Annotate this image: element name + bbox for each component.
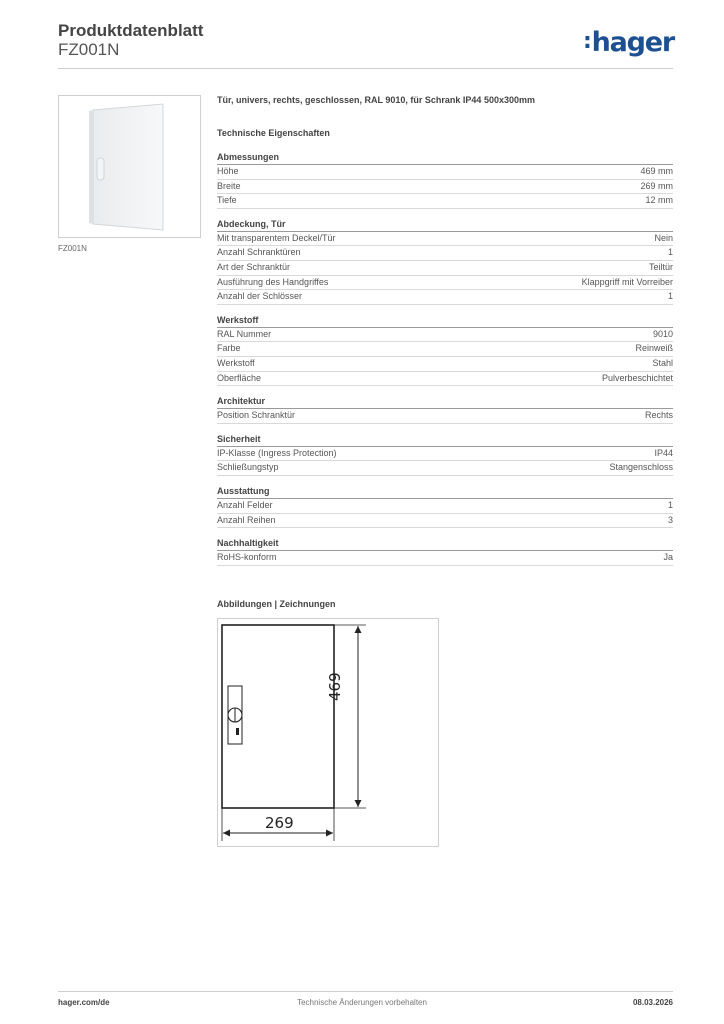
spec-section (217, 433, 673, 476)
spec-section (217, 218, 673, 305)
spec-row (217, 372, 673, 387)
header-divider (58, 68, 673, 69)
spec-row (217, 514, 673, 529)
section-title: Architektur (217, 395, 673, 409)
spec-value: Pulverbeschichtet (601, 372, 673, 383)
spec-row (217, 499, 673, 514)
width-dimension-label: 269 (265, 814, 294, 832)
spec-value: Reinweiß (635, 343, 673, 354)
dimension-drawing (217, 618, 439, 847)
spec-label: Anzahl Reihen (217, 514, 276, 525)
spec-value: 3 (667, 514, 673, 525)
section-title: Sicherheit (217, 433, 673, 447)
spec-label: Art der Schranktür (217, 261, 291, 272)
spec-row (217, 261, 673, 276)
section-title: Ausstattung (217, 485, 673, 499)
spec-row (217, 551, 673, 566)
spec-section (217, 537, 673, 566)
spec-section (217, 395, 673, 424)
spec-value: Teiltür (648, 261, 673, 272)
spec-label: Schließungstyp (217, 462, 279, 473)
spec-label: Ausführung des Handgriffes (217, 276, 329, 287)
height-dimension-label: 469 (326, 672, 344, 701)
product-description: Tür, univers, rechts, geschlossen, RAL 9010, für Schrank IP44 500x300mm (217, 95, 535, 105)
spec-section (217, 151, 673, 209)
spec-value: Klappgriff mit Vorreiber (581, 276, 673, 287)
spec-label: IP-Klasse (Ingress Protection) (217, 447, 337, 458)
footer-note: Technische Änderungen vorbehalten (297, 998, 427, 1007)
footer-website-link[interactable]: hager.com/de (58, 998, 110, 1007)
spec-label: Anzahl Felder (217, 499, 273, 510)
door-dimension-drawing-icon (218, 619, 438, 846)
spec-row (217, 447, 673, 462)
spec-label: Oberfläche (217, 372, 262, 383)
product-code: FZ001N (58, 40, 120, 59)
spec-value: 269 mm (640, 180, 673, 191)
spec-sections (217, 151, 673, 566)
spec-section (217, 485, 673, 528)
spec-value: Rechts (644, 410, 673, 421)
spec-label: Anzahl Schranktüren (217, 247, 301, 258)
door-illustration-icon (59, 96, 200, 237)
hager-logo[interactable] (583, 27, 674, 58)
image-caption: FZ001N (58, 244, 87, 253)
spec-value: 9010 (652, 328, 673, 339)
drawings-title: Abbildungen | Zeichnungen (217, 599, 336, 609)
spec-row (217, 165, 673, 180)
spec-row (217, 194, 673, 209)
spec-value: 469 mm (640, 166, 673, 176)
spec-label: Mit transparentem Deckel/Tür (217, 232, 336, 243)
logo-text: hager (591, 27, 674, 58)
spec-row (217, 328, 673, 343)
section-title: Abdeckung, Tür (217, 218, 673, 232)
spec-row (217, 342, 673, 357)
spec-value: 1 (667, 291, 673, 302)
spec-row (217, 290, 673, 305)
spec-label: Anzahl der Schlösser (217, 291, 303, 302)
spec-row (217, 461, 673, 476)
spec-row (217, 409, 673, 424)
spec-value: 1 (667, 247, 673, 258)
spec-content (217, 95, 673, 575)
spec-value: Stahl (652, 357, 673, 368)
product-image (58, 95, 201, 238)
spec-section (217, 314, 673, 386)
page-title: Produktdatenblatt (58, 21, 204, 40)
spec-row (217, 357, 673, 372)
spec-label: RoHS-konform (217, 552, 277, 563)
footer-date: 08.03.2026 (632, 998, 673, 1007)
spec-label: Farbe (217, 343, 241, 354)
section-title: Abmessungen (217, 151, 673, 165)
spec-row (217, 246, 673, 261)
spec-row (217, 232, 673, 247)
spec-value: Nein (654, 232, 673, 243)
spec-row (217, 180, 673, 195)
spec-label: Höhe (217, 166, 239, 176)
spec-label: Breite (217, 180, 241, 191)
technical-properties-title: Technische Eigenschaften (217, 128, 330, 138)
logo-colon-icon: : (582, 29, 591, 54)
spec-value: IP44 (654, 447, 673, 458)
spec-label: RAL Nummer (217, 328, 272, 339)
section-title: Nachhaltigkeit (217, 537, 673, 551)
spec-value: 1 (667, 499, 673, 510)
footer-divider (58, 991, 673, 992)
spec-label: Tiefe (217, 195, 237, 206)
spec-value: Ja (663, 552, 673, 563)
spec-label: Position Schranktür (217, 410, 296, 421)
section-title: Werkstoff (217, 314, 673, 328)
spec-row (217, 276, 673, 291)
spec-label: Werkstoff (217, 357, 255, 368)
spec-value: 12 mm (645, 195, 673, 206)
spec-value: Stangenschloss (609, 462, 673, 473)
